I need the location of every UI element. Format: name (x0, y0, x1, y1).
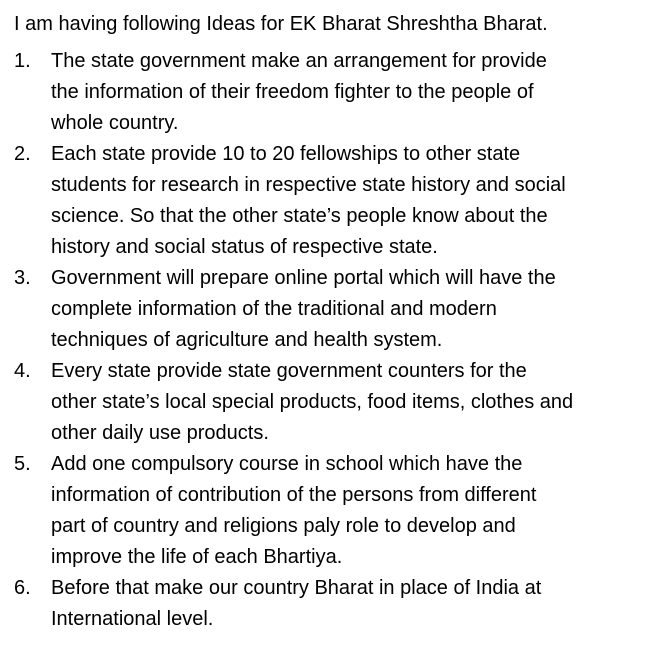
list-item (14, 263, 638, 356)
list-item-number: 5. (14, 453, 31, 475)
list-item (14, 46, 638, 139)
list-item-text: Every state provide state government counters for the other state’s local special products, food items, clothes and other daily use products. (51, 360, 574, 444)
document-body (14, 10, 638, 635)
list-item (14, 139, 638, 263)
list-item (14, 449, 638, 573)
list-item-text: The state government make an arrangement for provide the information of their freedom fighter to the people of whole country. (51, 50, 547, 134)
list-item-number: 4. (14, 360, 31, 382)
list-item-number: 3. (14, 267, 31, 289)
list-item (14, 356, 638, 449)
intro-line: I am having following Ideas for EK Bharat Shreshtha Bharat. (14, 13, 548, 35)
list-item-number: 2. (14, 143, 31, 165)
list-item-number: 6. (14, 577, 31, 599)
list-item-text: Add one compulsory course in school which have the information of contribution of the persons from different part of country and religions paly role to develop and improve the life of each Bhartiya. (51, 453, 537, 568)
list-item-text: Before that make our country Bharat in place of India at International level. (51, 577, 542, 630)
list-item-text: Each state provide 10 to 20 fellowships to other state students for research in respective state history and social science. So that the other state’s people know about the history and social status of respective state. (51, 143, 566, 258)
list-item (14, 573, 638, 635)
ideas-list (14, 46, 638, 635)
list-item-text: Government will prepare online portal which will have the complete information of the traditional and modern techniques of agriculture and health system. (51, 267, 556, 351)
list-item-number: 1. (14, 50, 31, 72)
